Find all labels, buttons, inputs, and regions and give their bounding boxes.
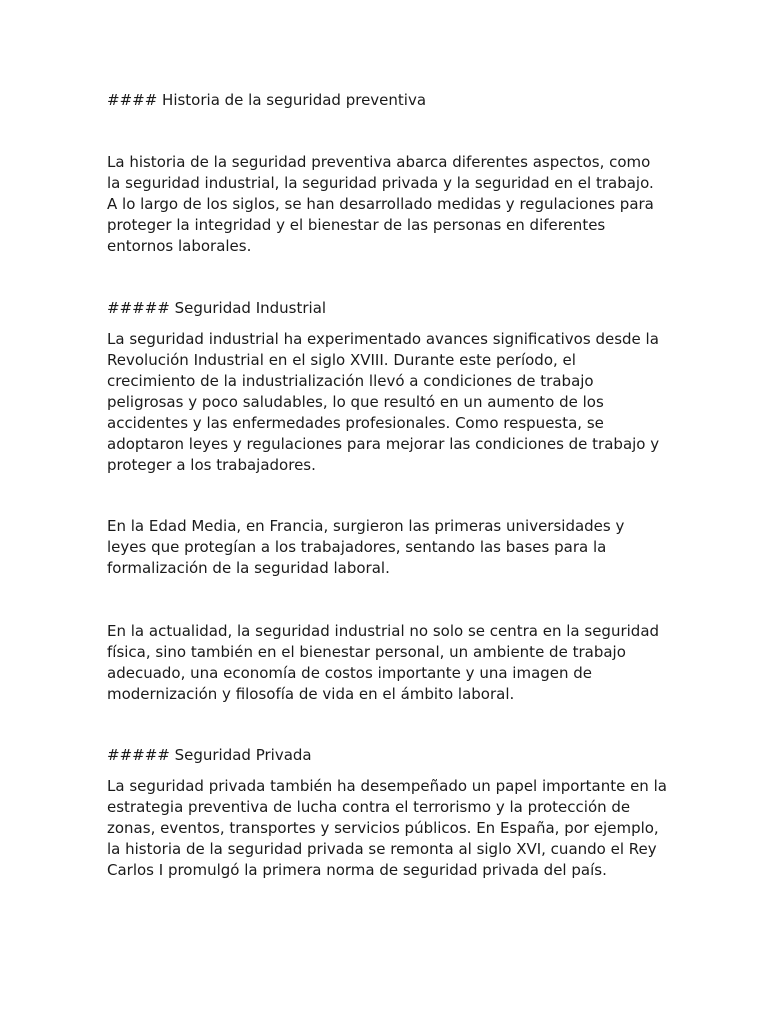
privada-paragraph-1: La seguridad privada también ha desempeñado un papel importante en la estrategia preventiva de lucha contra el terrorismo y la protección de zonas, eventos, transportes y servicios públicos. En España, por ejemplo, la historia de la seguridad privada se remonta al siglo XVI, cuando el Rey Carlos I promulgó la primera norma de seguridad privada del país. bbox=[107, 777, 667, 879]
industrial-paragraph-2: En la Edad Media, en Francia, surgieron las primeras universidades y leyes que protegían a los trabajadores, sentando las bases para la formalización de la seguridad laboral. bbox=[107, 517, 625, 577]
intro-paragraph: La historia de la seguridad preventiva abarca diferentes aspectos, como la seguridad industrial, la seguridad privada y la seguridad en el trabajo. A lo largo de los siglos, se han desarrollado medidas y regulaciones para proteger la integridad y el bienestar de las personas en diferentes entornos laborales. bbox=[107, 153, 654, 255]
industrial-paragraph-1: La seguridad industrial ha experimentado avances significativos desde la Revolución Industrial en el siglo XVIII. Durante este período, el crecimiento de la industrialización llevó a condiciones de trabajo peligrosas y poco saludables, lo que resultó en un aumento de los accidentes y las enfermedades profesionales. Como respuesta, se adoptaron leyes y regulaciones para mejorar las condiciones de trabajo y proteger a los trabajadores. bbox=[107, 330, 660, 474]
document-title: #### Historia de la seguridad preventiva bbox=[107, 91, 427, 109]
section-heading-seguridad-privada: ##### Seguridad Privada bbox=[107, 746, 312, 764]
section-heading-seguridad-industrial: ##### Seguridad Industrial bbox=[107, 299, 327, 317]
industrial-paragraph-3: En la actualidad, la seguridad industrial no solo se centra en la seguridad física, sino también en el bienestar personal, un ambiente de trabajo adecuado, una economía de costos importante y una imagen de modernización y filosofía de vida en el ámbito laboral. bbox=[107, 622, 660, 703]
